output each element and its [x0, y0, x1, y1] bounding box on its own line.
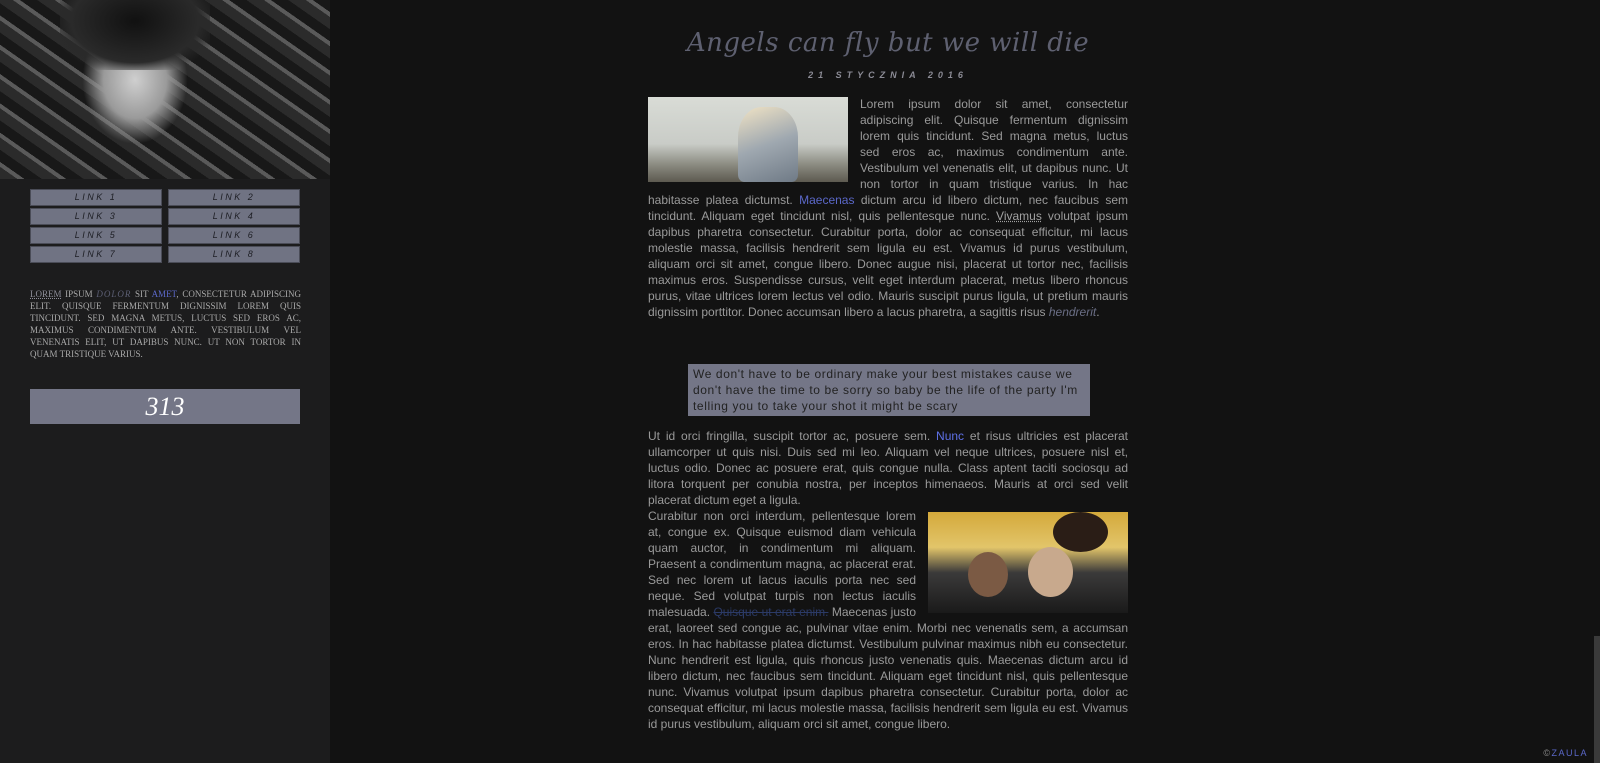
link-grid	[30, 189, 300, 263]
paragraph-text: et risus ultricies est placerat ullamcorper ut quis nisi. Duis sed mi leo. Aliquam vel neque ultrices, posuere nisl et, luctus odio. Donec ac posuere erat, quis congue nulla. Class aptent taciti sociosqu ad litora torquent per conubia nostra, per inceptos himenaeos. Mauris at orci sed velit placerat dictum eget a ligula.	[648, 429, 1128, 507]
image-figure	[968, 552, 1008, 597]
post-title: Angels can fly but we will die	[686, 28, 1090, 58]
inline-italic-hendrerit: hendrerit	[1048, 305, 1097, 319]
nav-link-3[interactable]: LINK 3	[30, 208, 162, 225]
sidebar-text-part: SIT	[131, 289, 152, 299]
sidebar-underlined-word[interactable]: LOREM	[30, 289, 62, 299]
inline-link-nunc[interactable]: Nunc	[936, 429, 965, 443]
paragraph-1	[648, 96, 1128, 320]
sidebar-text-part: IPSUM	[61, 289, 97, 299]
inline-link-maecenas[interactable]: Maecenas	[799, 193, 855, 207]
nav-link-6[interactable]: LINK 6	[168, 227, 300, 244]
nav-link-2[interactable]: LINK 2	[168, 189, 300, 206]
sidebar-italic-word: DOLOR	[96, 289, 132, 299]
image-figure	[738, 107, 798, 182]
copyright-symbol: ©	[1543, 748, 1552, 758]
paragraph-text: Curabitur non orci interdum, pellentesque lorem at, congue ex. Quisque euismod diam vehicula quam auctor, in condimentum mi aliquam. Praesent a condimentum magna, ac placerat erat. Sed nec lorem ut lacus iaculis porta nec sed neque. Sed volutpat turpis non lectus iaculis malesuada.	[648, 509, 916, 619]
image-figure	[1053, 512, 1108, 552]
nav-link-7[interactable]: LINK 7	[30, 246, 162, 263]
inline-abbr-vivamus[interactable]: Vivamus	[996, 209, 1042, 223]
nav-link-8[interactable]: LINK 8	[168, 246, 300, 263]
sidebar	[0, 0, 330, 763]
paragraph-text: Lorem ipsum dolor sit amet, consectetur adipiscing elit. Quisque fermentum dignissim lorem quis tincidunt. Sed magna metus, luctus sed eros ac, maximus condimentum ante. Vestibulum vel venenatis elit, ut dapibus nunc. Ut non tortor in quam tristique varius. In hac habitasse platea dictumst.	[648, 97, 1128, 207]
nav-link-4[interactable]: LINK 4	[168, 208, 300, 225]
scrollbar-thumb[interactable]	[1594, 636, 1600, 763]
image-figure	[1028, 547, 1073, 597]
paragraph-text: volutpat ipsum dapibus pharetra consectetur. Curabitur porta, dolor ac consequat efficitur, mi lacus molestie massa, facilisis hendrerit sem ligula eu est. Vivamus id purus vestibulum, aliquam orci sit amet, congue libero. Donec augue nisi, placerat ut tortor nec, facilisis maximus eros. Suspendisse cursus, velit eget interdum placerat, metus libero rhoncus purus, vitae ultrices lorem lectus vel odio. Mauris suscipit purus ligula, ut pretium mauris dignissim porttitor. Donec accumsan libero a lacus pharetra, a sagittis risus	[648, 209, 1128, 319]
sidebar-link-word[interactable]: AMET	[151, 289, 177, 299]
paragraph-text: Maecenas justo erat, laoreet sed congue ac, pulvinar vitae enim. Morbi nec venenatis sem, a accumsan eros. In hac habitasse platea dictumst. Vestibulum pulvinar maximus nibh eu consectetur. Nunc hendrerit est ligula, quis rhoncus justo venenatis quis. Maecenas dictum arcu id libero dictum, nec faucibus sem tincidunt. Aliquam eget tincidunt nisl, quis pellentesque nunc. Vivamus volutpat ipsum dapibus pharetra consectetur. Curabitur porta, dolor ac consequat efficitur, mi lacus molestie massa, facilisis hendrerit sem ligula eu est. Vivamus id purus vestibulum, aliquam orci sit amet, congue libero.	[648, 605, 1128, 731]
paragraph-2	[648, 428, 1128, 732]
theme-credit[interactable]	[1543, 748, 1588, 758]
paragraph-text: dictum arcu id libero dictum, nec faucibus sem tincidunt. Aliquam eget tincidunt nisl, quis pellentesque nunc.	[648, 193, 1128, 223]
blockquote: We don't have to be ordinary make your best mistakes cause we don't have the time to be sorry so baby be the life of the party I'm telling you to take your shot it might be scary	[688, 364, 1090, 416]
post-counter: 313	[30, 389, 300, 424]
credit-name[interactable]: ZAULA	[1551, 748, 1588, 758]
post-image-1	[648, 97, 848, 182]
paragraph-text: Ut id orci fringilla, suscipit tortor ac, posuere sem.	[648, 429, 937, 443]
post-image-2	[928, 512, 1128, 613]
sidebar-text-part: , CONSECTETUR ADIPISCING ELIT. QUISQUE FERMENTUM DIGNISSIM LOREM QUIS TINCIDUNT. SED MAGNA METUS, LUCTUS SED EROS AC, MAXIMUS CONDIMENTUM ANTE. VESTIBULUM VEL VENENATIS ELIT, UT DAPIBUS NUNC. UT NON TORTOR IN QUAM TRISTIQUE VARIUS.	[30, 289, 302, 359]
sidebar-description	[30, 288, 301, 360]
paragraph-text: .	[1096, 305, 1100, 319]
post-date: 21 STYCZNIA 2016	[808, 70, 968, 80]
nav-link-5[interactable]: LINK 5	[30, 227, 162, 244]
inline-strikethrough: Quisque ut erat enim.	[713, 605, 829, 619]
header-photo	[0, 0, 330, 179]
nav-link-1[interactable]: LINK 1	[30, 189, 162, 206]
photo-detail	[60, 0, 210, 70]
